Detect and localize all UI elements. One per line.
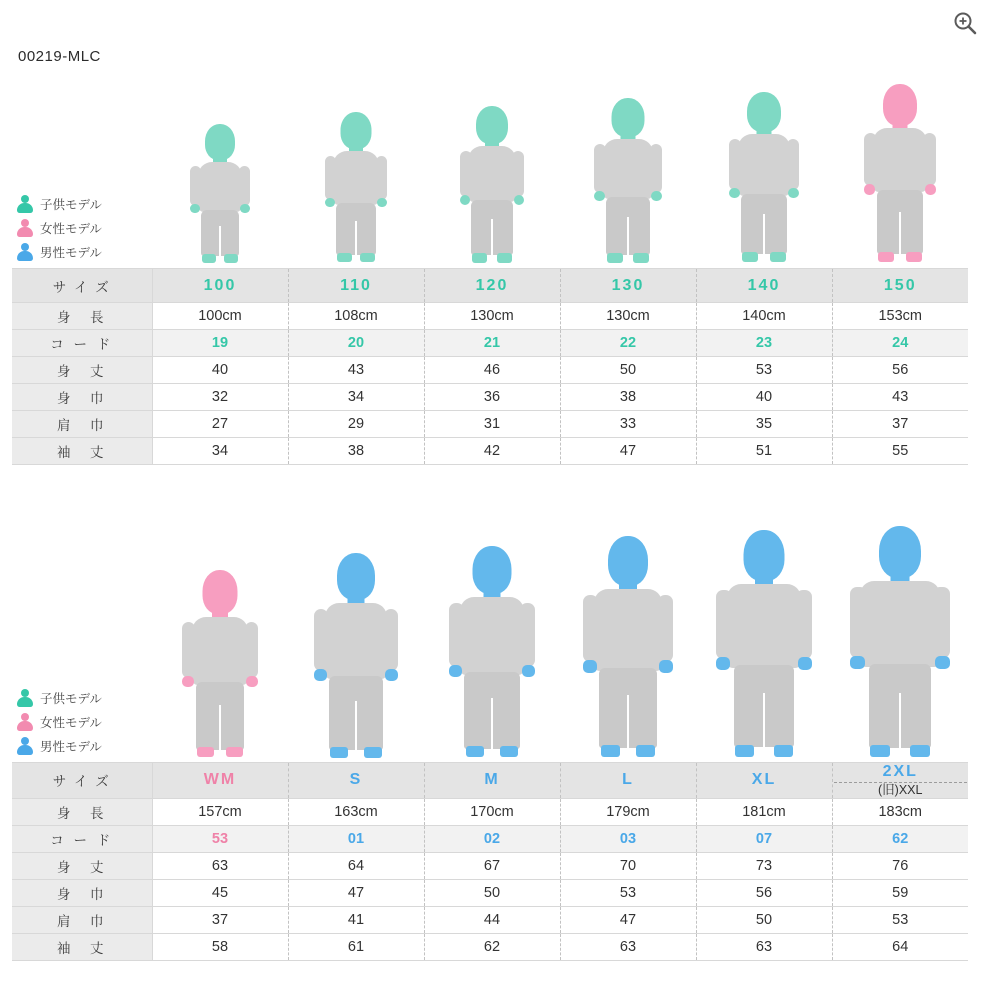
table-cell: 55 <box>832 438 968 465</box>
person-icon <box>16 688 34 708</box>
table-cell: 33 <box>560 411 696 438</box>
table-row-code <box>12 330 968 357</box>
table-cell: 02 <box>424 825 560 852</box>
table-row-size <box>12 763 968 799</box>
legend-kids <box>16 192 146 264</box>
row-label: 身 巾 <box>12 879 152 906</box>
table-cell: 40 <box>152 357 288 384</box>
row-label: 身 長 <box>12 303 152 330</box>
table-cell: 20 <box>288 330 424 357</box>
model-figure <box>288 526 424 758</box>
table-cell: 62 <box>424 933 560 960</box>
kids-size-table <box>12 268 968 465</box>
adult-section <box>12 528 968 961</box>
table-row-code <box>12 825 968 852</box>
table-cell: 181cm <box>696 798 832 825</box>
product-code: 00219-MLC <box>18 48 101 65</box>
table-row-body-width <box>12 384 968 411</box>
table-cell: 61 <box>288 933 424 960</box>
table-cell: 120 <box>424 269 560 303</box>
table-cell: 170cm <box>424 798 560 825</box>
table-cell: 43 <box>832 384 968 411</box>
table-cell: 27 <box>152 411 288 438</box>
model-figure <box>424 84 560 264</box>
table-cell: 130cm <box>560 303 696 330</box>
table-cell: 51 <box>696 438 832 465</box>
table-cell: 59 <box>832 879 968 906</box>
table-cell-2xl <box>832 763 968 799</box>
table-row-sleeve-length <box>12 933 968 960</box>
adult-figure-row <box>12 528 968 758</box>
row-label: コ ー ド <box>12 330 152 357</box>
table-cell: 44 <box>424 906 560 933</box>
model-figure <box>832 526 968 758</box>
table-cell: 32 <box>152 384 288 411</box>
model-figure <box>832 84 968 264</box>
row-label: 身 巾 <box>12 384 152 411</box>
table-cell: 157cm <box>152 798 288 825</box>
table-cell: 73 <box>696 852 832 879</box>
table-cell: 21 <box>424 330 560 357</box>
legend-label: 男性モデル <box>40 246 102 260</box>
table-cell: 110 <box>288 269 424 303</box>
table-cell: 130cm <box>424 303 560 330</box>
table-cell: 46 <box>424 357 560 384</box>
table-cell: 63 <box>152 852 288 879</box>
model-figure <box>288 84 424 264</box>
table-cell: 140 <box>696 269 832 303</box>
table-cell: 41 <box>288 906 424 933</box>
table-cell: 23 <box>696 330 832 357</box>
table-cell: S <box>288 763 424 799</box>
table-cell: 53 <box>696 357 832 384</box>
table-cell: 62 <box>832 825 968 852</box>
table-cell: 179cm <box>560 798 696 825</box>
table-cell: 35 <box>696 411 832 438</box>
table-row-body-length <box>12 357 968 384</box>
table-cell: 07 <box>696 825 832 852</box>
table-cell: 01 <box>288 825 424 852</box>
row-label: 肩 巾 <box>12 411 152 438</box>
model-figure <box>696 84 832 264</box>
table-cell: 56 <box>832 357 968 384</box>
model-figure <box>424 526 560 758</box>
legend-item <box>16 710 146 734</box>
table-row-height <box>12 303 968 330</box>
table-cell: 47 <box>560 438 696 465</box>
table-cell: 47 <box>288 879 424 906</box>
person-icon <box>16 712 34 732</box>
table-cell: 53 <box>560 879 696 906</box>
table-cell: 108cm <box>288 303 424 330</box>
table-cell: 53 <box>152 825 288 852</box>
model-figure <box>152 526 288 758</box>
row-label: 身 丈 <box>12 357 152 384</box>
table-cell: 163cm <box>288 798 424 825</box>
table-cell: 70 <box>560 852 696 879</box>
table-cell: 50 <box>560 357 696 384</box>
table-cell: 40 <box>696 384 832 411</box>
person-icon <box>16 242 34 262</box>
table-cell: 22 <box>560 330 696 357</box>
table-cell: 37 <box>152 906 288 933</box>
model-figure <box>560 526 696 758</box>
table-cell: 58 <box>152 933 288 960</box>
table-cell: 153cm <box>832 303 968 330</box>
table-cell: 63 <box>696 933 832 960</box>
person-icon <box>16 218 34 238</box>
table-cell: 43 <box>288 357 424 384</box>
table-cell: 34 <box>152 438 288 465</box>
legend-item <box>16 240 146 264</box>
row-label: コ ー ド <box>12 825 152 852</box>
row-label: 身 丈 <box>12 852 152 879</box>
table-row-body-width <box>12 879 968 906</box>
table-row-body-length <box>12 852 968 879</box>
model-figure <box>696 526 832 758</box>
table-row-size <box>12 269 968 303</box>
table-row-shoulder-width <box>12 411 968 438</box>
table-cell: 24 <box>832 330 968 357</box>
table-cell: 67 <box>424 852 560 879</box>
legend-item <box>16 216 146 240</box>
table-cell: 56 <box>696 879 832 906</box>
table-cell: 45 <box>152 879 288 906</box>
kids-figure-row <box>12 96 968 264</box>
legend-item <box>16 192 146 216</box>
table-cell: L <box>560 763 696 799</box>
table-cell: WM <box>152 763 288 799</box>
table-cell: 150 <box>832 269 968 303</box>
table-row-shoulder-width <box>12 906 968 933</box>
model-figure <box>560 84 696 264</box>
legend-label: 女性モデル <box>40 716 102 730</box>
table-cell: 38 <box>288 438 424 465</box>
table-cell: 76 <box>832 852 968 879</box>
person-icon <box>16 194 34 214</box>
table-cell: 36 <box>424 384 560 411</box>
magnifier-plus-icon[interactable] <box>952 10 978 36</box>
kids-section <box>12 96 968 465</box>
table-cell: 64 <box>288 852 424 879</box>
row-label: 袖 丈 <box>12 438 152 465</box>
table-cell: 42 <box>424 438 560 465</box>
table-cell: 64 <box>832 933 968 960</box>
legend-label: 女性モデル <box>40 222 102 236</box>
table-cell: 100 <box>152 269 288 303</box>
legend-label: 子供モデル <box>40 692 102 706</box>
legend-adult <box>16 686 146 758</box>
table-cell: 34 <box>288 384 424 411</box>
legend-label: 子供モデル <box>40 198 102 212</box>
table-cell: 100cm <box>152 303 288 330</box>
person-icon <box>16 736 34 756</box>
row-label: 肩 巾 <box>12 906 152 933</box>
legend-label: 男性モデル <box>40 740 102 754</box>
table-cell: 03 <box>560 825 696 852</box>
table-cell: XL <box>696 763 832 799</box>
row-label: 身 長 <box>12 798 152 825</box>
table-cell: M <box>424 763 560 799</box>
size-label-2xl: 2XL <box>882 763 918 780</box>
legend-item <box>16 686 146 710</box>
table-cell: 130 <box>560 269 696 303</box>
table-cell: 63 <box>560 933 696 960</box>
row-label: 袖 丈 <box>12 933 152 960</box>
size-label-2xl-old: (旧)XXL <box>834 782 968 797</box>
adult-models <box>152 526 968 758</box>
table-cell: 53 <box>832 906 968 933</box>
table-row-height <box>12 798 968 825</box>
table-cell: 37 <box>832 411 968 438</box>
model-figure <box>152 84 288 264</box>
table-cell: 31 <box>424 411 560 438</box>
table-cell: 183cm <box>832 798 968 825</box>
table-cell: 29 <box>288 411 424 438</box>
table-cell: 19 <box>152 330 288 357</box>
table-cell: 140cm <box>696 303 832 330</box>
row-label: サ イ ズ <box>12 763 152 799</box>
kids-models <box>152 84 968 264</box>
adult-size-table <box>12 762 968 961</box>
legend-item <box>16 734 146 758</box>
table-cell: 47 <box>560 906 696 933</box>
table-cell: 38 <box>560 384 696 411</box>
row-label: サ イ ズ <box>12 269 152 303</box>
table-cell: 50 <box>696 906 832 933</box>
table-cell: 50 <box>424 879 560 906</box>
table-row-sleeve-length <box>12 438 968 465</box>
